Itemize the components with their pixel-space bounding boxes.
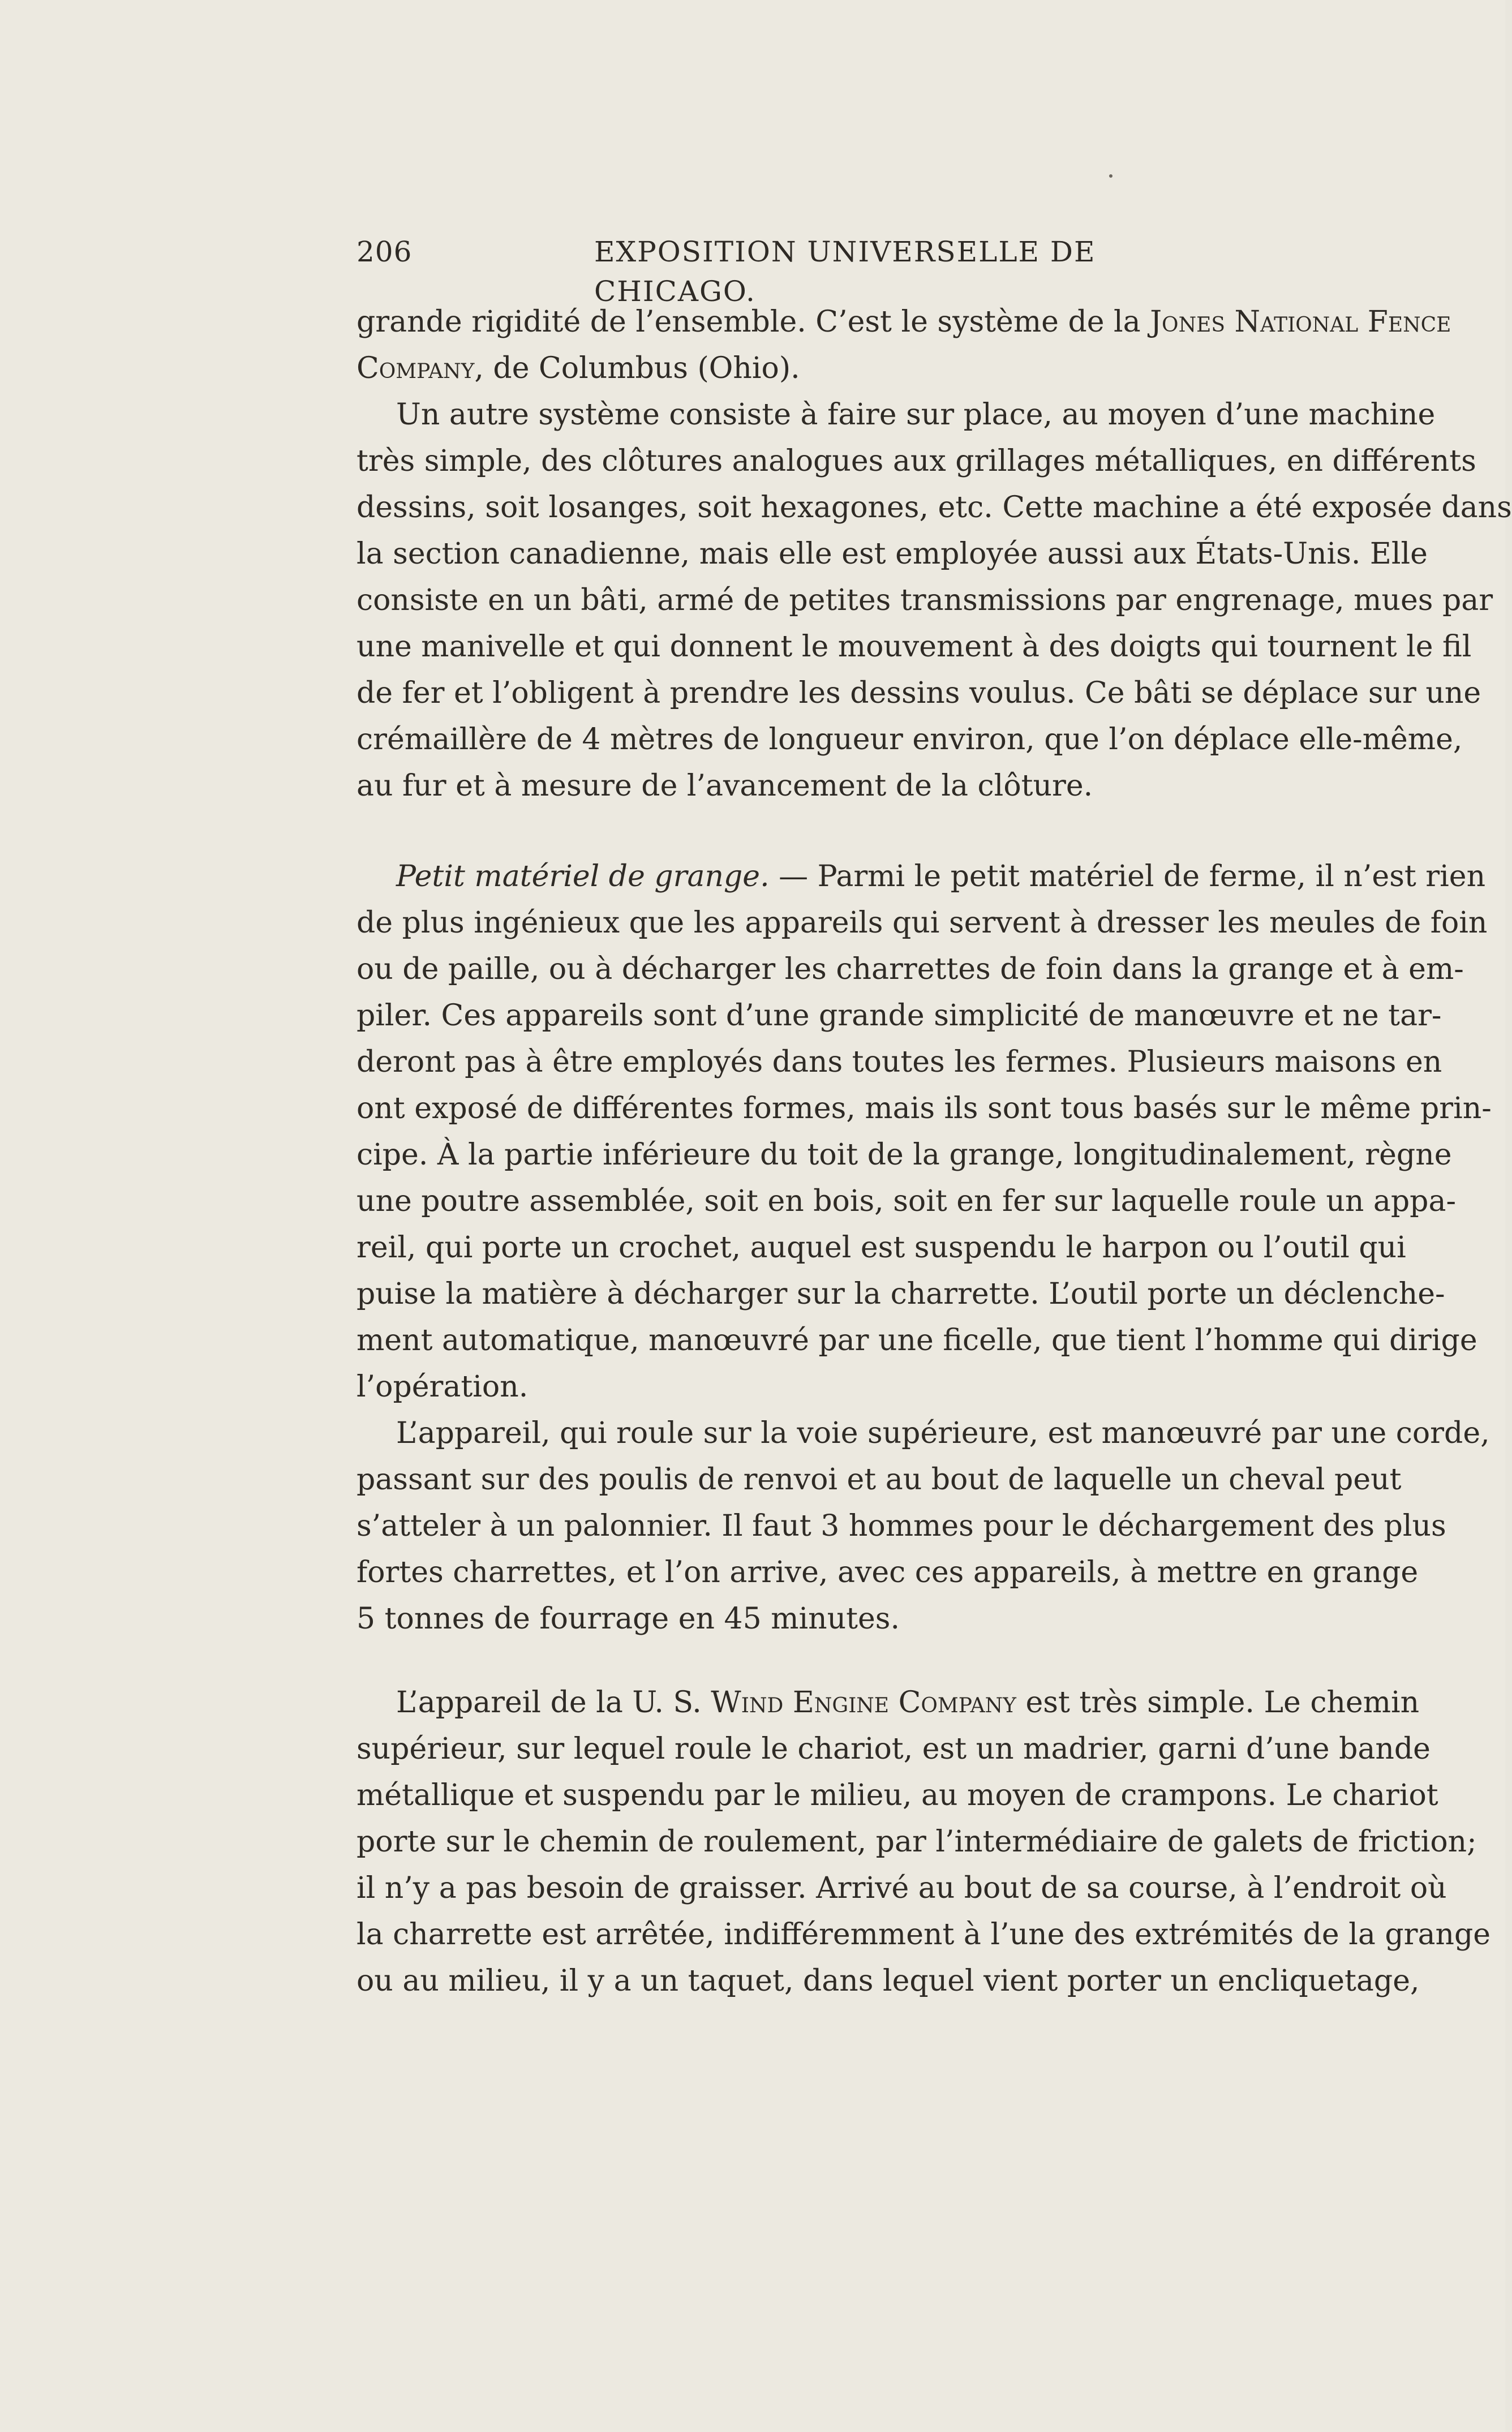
text-line: s’atteler à un palonnier. Il faut 3 hommes pour le déchargement des plus [356, 1509, 1446, 1543]
page-number: 206 [356, 235, 413, 268]
text-line: dessins, soit losanges, soit hexagones, etc. Cette machine a été exposée dans [356, 491, 1512, 525]
running-title: EXPOSITION UNIVERSELLE DE CHICAGO. [594, 235, 1096, 308]
text-line [356, 299, 1451, 345]
text-span: grande rigidité de l’ensemble. C’est le système de la [356, 305, 1150, 339]
text-line: cipe. À la partie inférieure du toit de la grange, longitudinalement, règne [356, 1138, 1452, 1172]
text-line: L’appareil, qui roule sur la voie supérieure, est manœuvré par une corde, [396, 1416, 1490, 1450]
text-line: une poutre assemblée, soit en bois, soit en fer sur laquelle roule un appa- [356, 1184, 1457, 1218]
text-span: , de Columbus (Ohio). [474, 351, 800, 385]
text-line: il n’y a pas besoin de graisser. Arrivé au bout de sa course, à l’endroit où [356, 1871, 1447, 1905]
company-name: Wind Engine Company [711, 1686, 1016, 1720]
text-line [396, 1679, 1420, 1726]
text-line: l’opération. [356, 1370, 529, 1404]
text-line: ment automatique, manœuvré par une ficelle, que tient l’homme qui dirige [356, 1324, 1477, 1357]
text-line: la section canadienne, mais elle est employée aussi aux États-Unis. Elle [356, 537, 1428, 571]
text-line: Un autre système consiste à faire sur place, au moyen d’une machine [396, 398, 1436, 432]
page-speck [1109, 174, 1112, 178]
text-line: supérieur, sur lequel roule le chariot, est un madrier, garni d’une bande [356, 1732, 1431, 1766]
text-line: au fur et à mesure de l’avancement de la clôture. [356, 769, 1093, 803]
text-span: est très simple. Le chemin [1016, 1686, 1420, 1720]
page-header [356, 232, 1194, 308]
text-line: consiste en un bâti, armé de petites transmissions par engrenage, mues par [356, 583, 1493, 617]
text-line: métallique et suspendu par le milieu, au moyen de crampons. Le chariot [356, 1778, 1438, 1812]
text-line: 5 tonnes de fourrage en 45 minutes. [356, 1602, 900, 1636]
text-line: reil, qui porte un crochet, auquel est suspendu le harpon ou l’outil qui [356, 1231, 1406, 1265]
company-name: Company [356, 351, 475, 385]
section-heading: Petit matériel de grange. [396, 860, 770, 893]
text-line: passant sur des poulis de renvoi et au bout de laquelle un cheval peut [356, 1463, 1402, 1497]
text-line: une manivelle et qui donnent le mouvement à des doigts qui tournent le fil [356, 630, 1472, 664]
text-line: crémaillère de 4 mètres de longueur environ, que l’on déplace elle-même, [356, 723, 1463, 757]
text-line: de plus ingénieux que les appareils qui servent à dresser les meules de foin [356, 906, 1488, 940]
text-line: de fer et l’obligent à prendre les dessins voulus. Ce bâti se déplace sur une [356, 676, 1481, 710]
text-line: fortes charrettes, et l’on arrive, avec ces appareils, à mettre en grange [356, 1556, 1419, 1589]
text-line: piler. Ces appareils sont d’une grande simplicité de manœuvre et ne tar- [356, 999, 1442, 1033]
text-line [396, 853, 1486, 900]
text-line: deront pas à être employés dans toutes les fermes. Plusieurs maisons en [356, 1045, 1442, 1079]
text-line: ou au milieu, il y a un taquet, dans lequel vient porter un encliquetage, [356, 1964, 1420, 1998]
text-line: porte sur le chemin de roulement, par l’intermédiaire de galets de friction; [356, 1825, 1477, 1859]
company-name: Jones National Fence [1150, 305, 1451, 339]
text-line: très simple, des clôtures analogues aux grillages métalliques, en différents [356, 444, 1476, 478]
text-line: ou de paille, ou à décharger les charrettes de foin dans la grange et à em- [356, 952, 1464, 986]
text-line: puise la matière à décharger sur la charrette. L’outil porte un déclenche- [356, 1277, 1445, 1311]
text-span: — Parmi le petit matériel de ferme, il n’est rien [769, 860, 1486, 893]
text-line [356, 345, 1381, 392]
text-line: la charrette est arrêtée, indifféremment à l’une des extrémités de la grange [356, 1918, 1491, 1952]
text-line: ont exposé de différentes formes, mais ils sont tous basés sur le même prin- [356, 1092, 1492, 1125]
text-span: L’appareil de la U. S. [396, 1686, 711, 1720]
